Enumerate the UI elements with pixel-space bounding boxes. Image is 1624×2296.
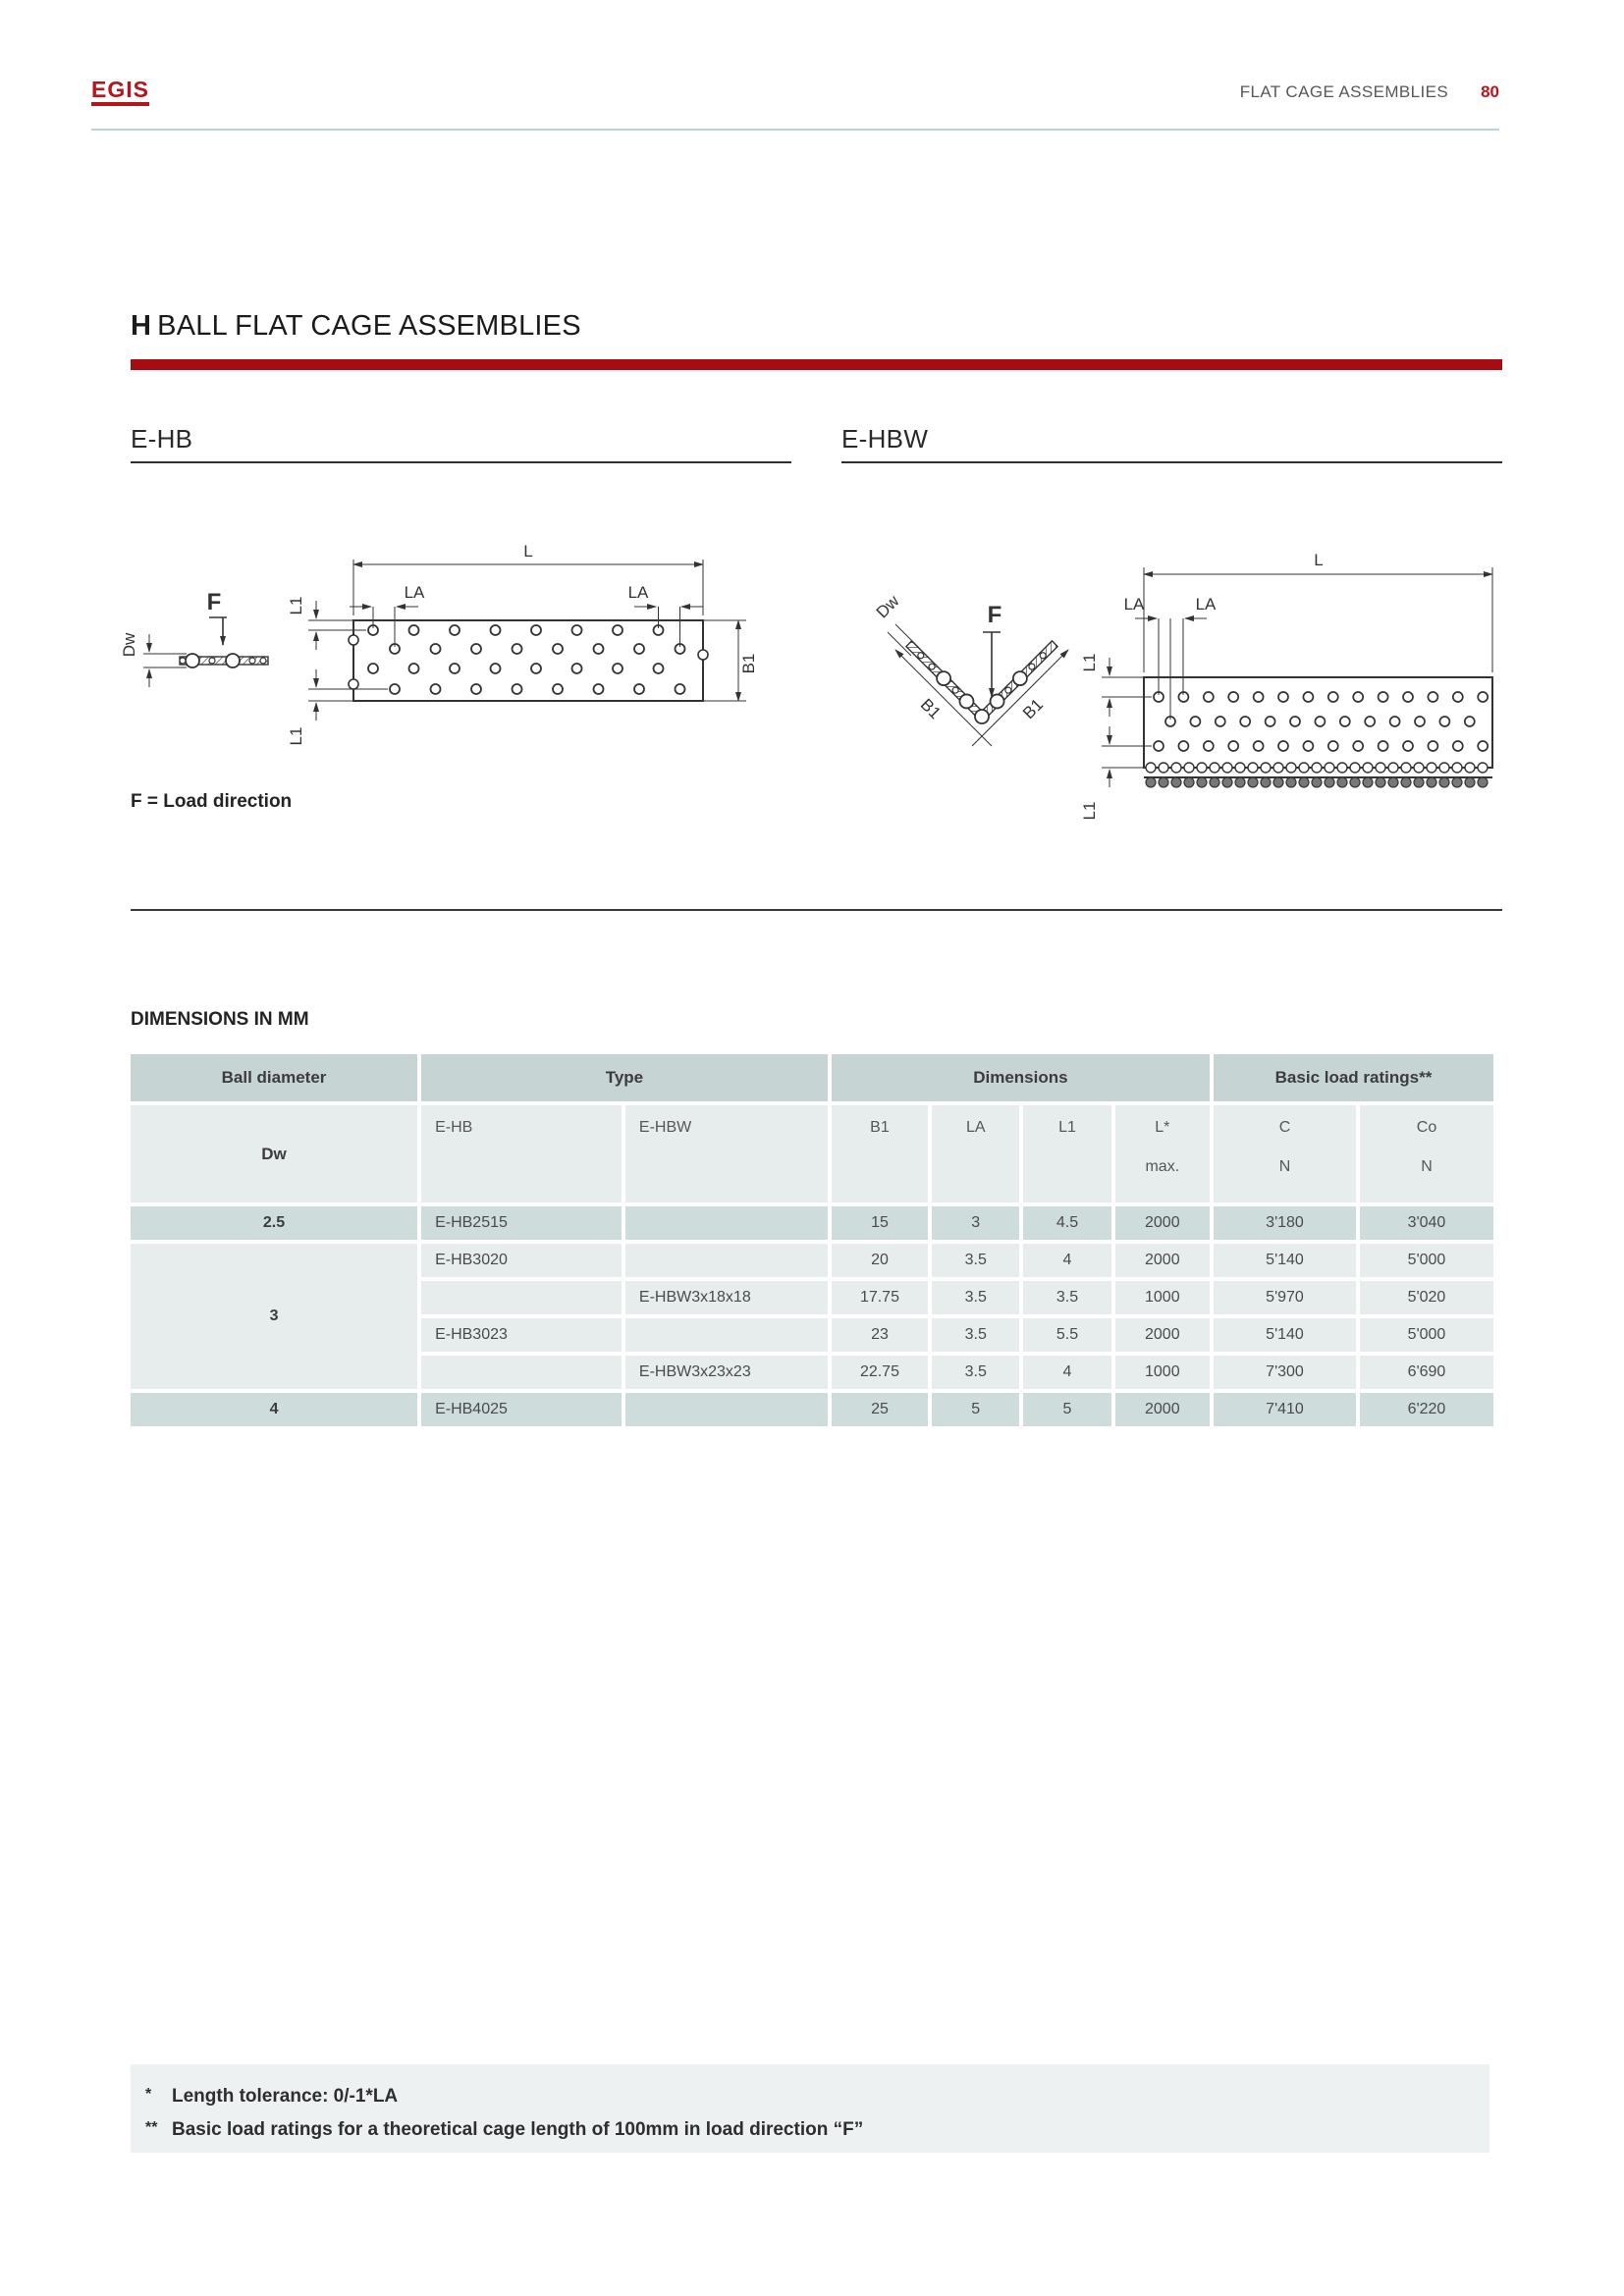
sub-header-ehbw: E-HBW <box>625 1105 828 1202</box>
ehb-label-la-right: LA <box>627 583 649 602</box>
cell-b1: 22.75 <box>832 1356 928 1389</box>
sub-header-co-label: Co <box>1416 1119 1437 1136</box>
section-title-ehbw: E-HBW <box>841 424 929 454</box>
cell-type-ehbw: E-HBW3x23x23 <box>625 1356 828 1389</box>
cell-l-max: 1000 <box>1115 1356 1210 1389</box>
cell-l1: 4.5 <box>1023 1206 1110 1240</box>
ehb-label-b1: B1 <box>739 653 758 674</box>
cell-c: 5'970 <box>1214 1281 1356 1314</box>
ehbw-label-la-left: LA <box>1123 595 1145 614</box>
page-title <box>131 310 581 343</box>
sub-header-co-unit: N <box>1421 1158 1433 1175</box>
footnote-mark: * <box>145 2086 152 2103</box>
ehbw-top-view <box>1080 551 1492 820</box>
dimensions-table <box>127 1050 1497 1430</box>
table-caption: DIMENSIONS IN MM <box>131 1009 309 1030</box>
cell-type-ehbw <box>625 1318 828 1352</box>
sub-header-l-max <box>1115 1105 1210 1202</box>
cell-type-ehb: E-HB4025 <box>421 1393 622 1426</box>
footnote <box>131 2086 398 2108</box>
cell-la: 3.5 <box>932 1281 1019 1314</box>
cell-l1: 3.5 <box>1023 1281 1110 1314</box>
ehb-label-dw: Dw <box>120 632 138 658</box>
footnotes-box <box>131 2064 1489 2153</box>
cell-c: 7'410 <box>1214 1393 1356 1426</box>
cell-l1: 5 <box>1023 1393 1110 1426</box>
egis-logo: EGIS <box>91 79 149 106</box>
header-divider-line <box>91 129 1499 131</box>
cell-l1: 4 <box>1023 1244 1110 1277</box>
cell-b1: 25 <box>832 1393 928 1426</box>
sub-header-co <box>1360 1105 1493 1202</box>
sub-header-ehb: E-HB <box>421 1105 622 1202</box>
ehbw-label-f: F <box>987 602 1002 628</box>
cell-dw: 4 <box>131 1393 417 1426</box>
cell-l-max: 2000 <box>1115 1318 1210 1352</box>
header-section-title: FLAT CAGE ASSEMBLIES <box>1239 82 1449 101</box>
footnote <box>131 2119 863 2141</box>
cell-c: 5'140 <box>1214 1244 1356 1277</box>
cell-b1: 15 <box>832 1206 928 1240</box>
cell-co: 6'220 <box>1360 1393 1493 1426</box>
cell-type-ehb <box>421 1356 622 1389</box>
cell-l-max: 2000 <box>1115 1393 1210 1426</box>
cell-l-max: 2000 <box>1115 1206 1210 1240</box>
cell-b1: 20 <box>832 1244 928 1277</box>
cell-co: 6'690 <box>1360 1356 1493 1389</box>
cell-dw: 3 <box>131 1244 417 1389</box>
ehb-top-view <box>287 542 758 745</box>
table-row <box>131 1206 1493 1240</box>
footnote-text: Length tolerance: 0/-1*LA <box>172 2086 399 2107</box>
ehbw-label-l1-bottom: L1 <box>1080 801 1099 821</box>
sub-header-b1: B1 <box>832 1105 928 1202</box>
cell-la: 3 <box>932 1206 1019 1240</box>
header-right <box>1240 82 1499 102</box>
cell-la: 3.5 <box>932 1356 1019 1389</box>
group-header-basic-load-ratings: Basic load ratings** <box>1214 1054 1493 1101</box>
ehb-label-l1-bottom: L1 <box>287 726 305 746</box>
sub-header-l1: L1 <box>1023 1105 1110 1202</box>
sub-header-dw: Dw <box>131 1105 417 1202</box>
ehb-label-l1-top: L1 <box>287 596 305 615</box>
cell-l-max: 1000 <box>1115 1281 1210 1314</box>
table-group-header-row <box>131 1054 1493 1101</box>
table-row <box>131 1393 1493 1426</box>
ehbw-label-l: L <box>1314 551 1324 569</box>
cell-type-ehb: E-HB3023 <box>421 1318 622 1352</box>
sub-header-l-max-unit: max. <box>1145 1158 1180 1175</box>
group-header-ball-diameter: Ball diameter <box>131 1054 417 1101</box>
group-header-type: Type <box>421 1054 828 1101</box>
cell-type-ehbw <box>625 1206 828 1240</box>
cell-la: 5 <box>932 1393 1019 1426</box>
page-title-prefix: H <box>131 310 152 342</box>
ehbw-v-section <box>873 591 1068 746</box>
section-rule-ehb <box>131 461 791 463</box>
cell-co: 5'000 <box>1360 1318 1493 1352</box>
ehbw-label-dw: Dw <box>872 591 903 622</box>
cell-co: 3'040 <box>1360 1206 1493 1240</box>
cell-type-ehb: E-HB2515 <box>421 1206 622 1240</box>
cell-b1: 17.75 <box>832 1281 928 1314</box>
cell-co: 5'000 <box>1360 1244 1493 1277</box>
footnote-mark: ** <box>145 2119 158 2136</box>
ehb-label-l: L <box>523 542 533 561</box>
cell-l-max: 2000 <box>1115 1244 1210 1277</box>
cell-l1: 4 <box>1023 1356 1110 1389</box>
dimensions-table-wrap <box>127 1050 1497 1430</box>
title-accent-bar <box>131 359 1502 370</box>
cell-la: 3.5 <box>932 1244 1019 1277</box>
cell-c: 5'140 <box>1214 1318 1356 1352</box>
ehb-label-la-left: LA <box>404 583 425 602</box>
sub-header-c-label: C <box>1278 1119 1291 1136</box>
cell-type-ehb: E-HB3020 <box>421 1244 622 1277</box>
section-rule-ehbw <box>841 461 1502 463</box>
sub-header-c <box>1214 1105 1356 1202</box>
ehbw-label-b1-right: B1 <box>1019 695 1048 723</box>
cell-type-ehbw <box>625 1244 828 1277</box>
cell-dw: 2.5 <box>131 1206 417 1240</box>
ehb-side-view <box>120 589 268 687</box>
cell-co: 5'020 <box>1360 1281 1493 1314</box>
cell-l1: 5.5 <box>1023 1318 1110 1352</box>
cell-type-ehbw <box>625 1393 828 1426</box>
load-direction-note: F = Load direction <box>131 791 293 812</box>
page-title-text: BALL FLAT CAGE ASSEMBLIES <box>157 310 581 342</box>
cell-b1: 23 <box>832 1318 928 1352</box>
cell-c: 7'300 <box>1214 1356 1356 1389</box>
sub-header-c-unit: N <box>1278 1158 1291 1175</box>
ehbw-label-l1-top: L1 <box>1080 653 1099 672</box>
cell-la: 3.5 <box>932 1318 1019 1352</box>
ehb-label-f: F <box>206 589 222 615</box>
cell-c: 3'180 <box>1214 1206 1356 1240</box>
cell-type-ehb <box>421 1281 622 1314</box>
ehbw-label-b1-left: B1 <box>916 695 945 723</box>
sub-header-l-star: L* <box>1155 1119 1170 1136</box>
section-title-ehb: E-HB <box>131 424 193 454</box>
ehbw-technical-drawing <box>844 520 1512 844</box>
ehbw-label-la-right: LA <box>1195 595 1217 614</box>
cell-type-ehbw: E-HBW3x18x18 <box>625 1281 828 1314</box>
table-sub-header-row <box>131 1105 1493 1202</box>
page-number: 80 <box>1481 82 1499 101</box>
footnote-text: Basic load ratings for a theoretical cage length of 100mm in load direction “F” <box>172 2119 864 2140</box>
ehb-technical-drawing <box>108 535 756 800</box>
sub-header-la: LA <box>932 1105 1019 1202</box>
table-row <box>131 1244 1493 1277</box>
section-divider-line <box>131 909 1502 911</box>
group-header-dimensions: Dimensions <box>832 1054 1210 1101</box>
